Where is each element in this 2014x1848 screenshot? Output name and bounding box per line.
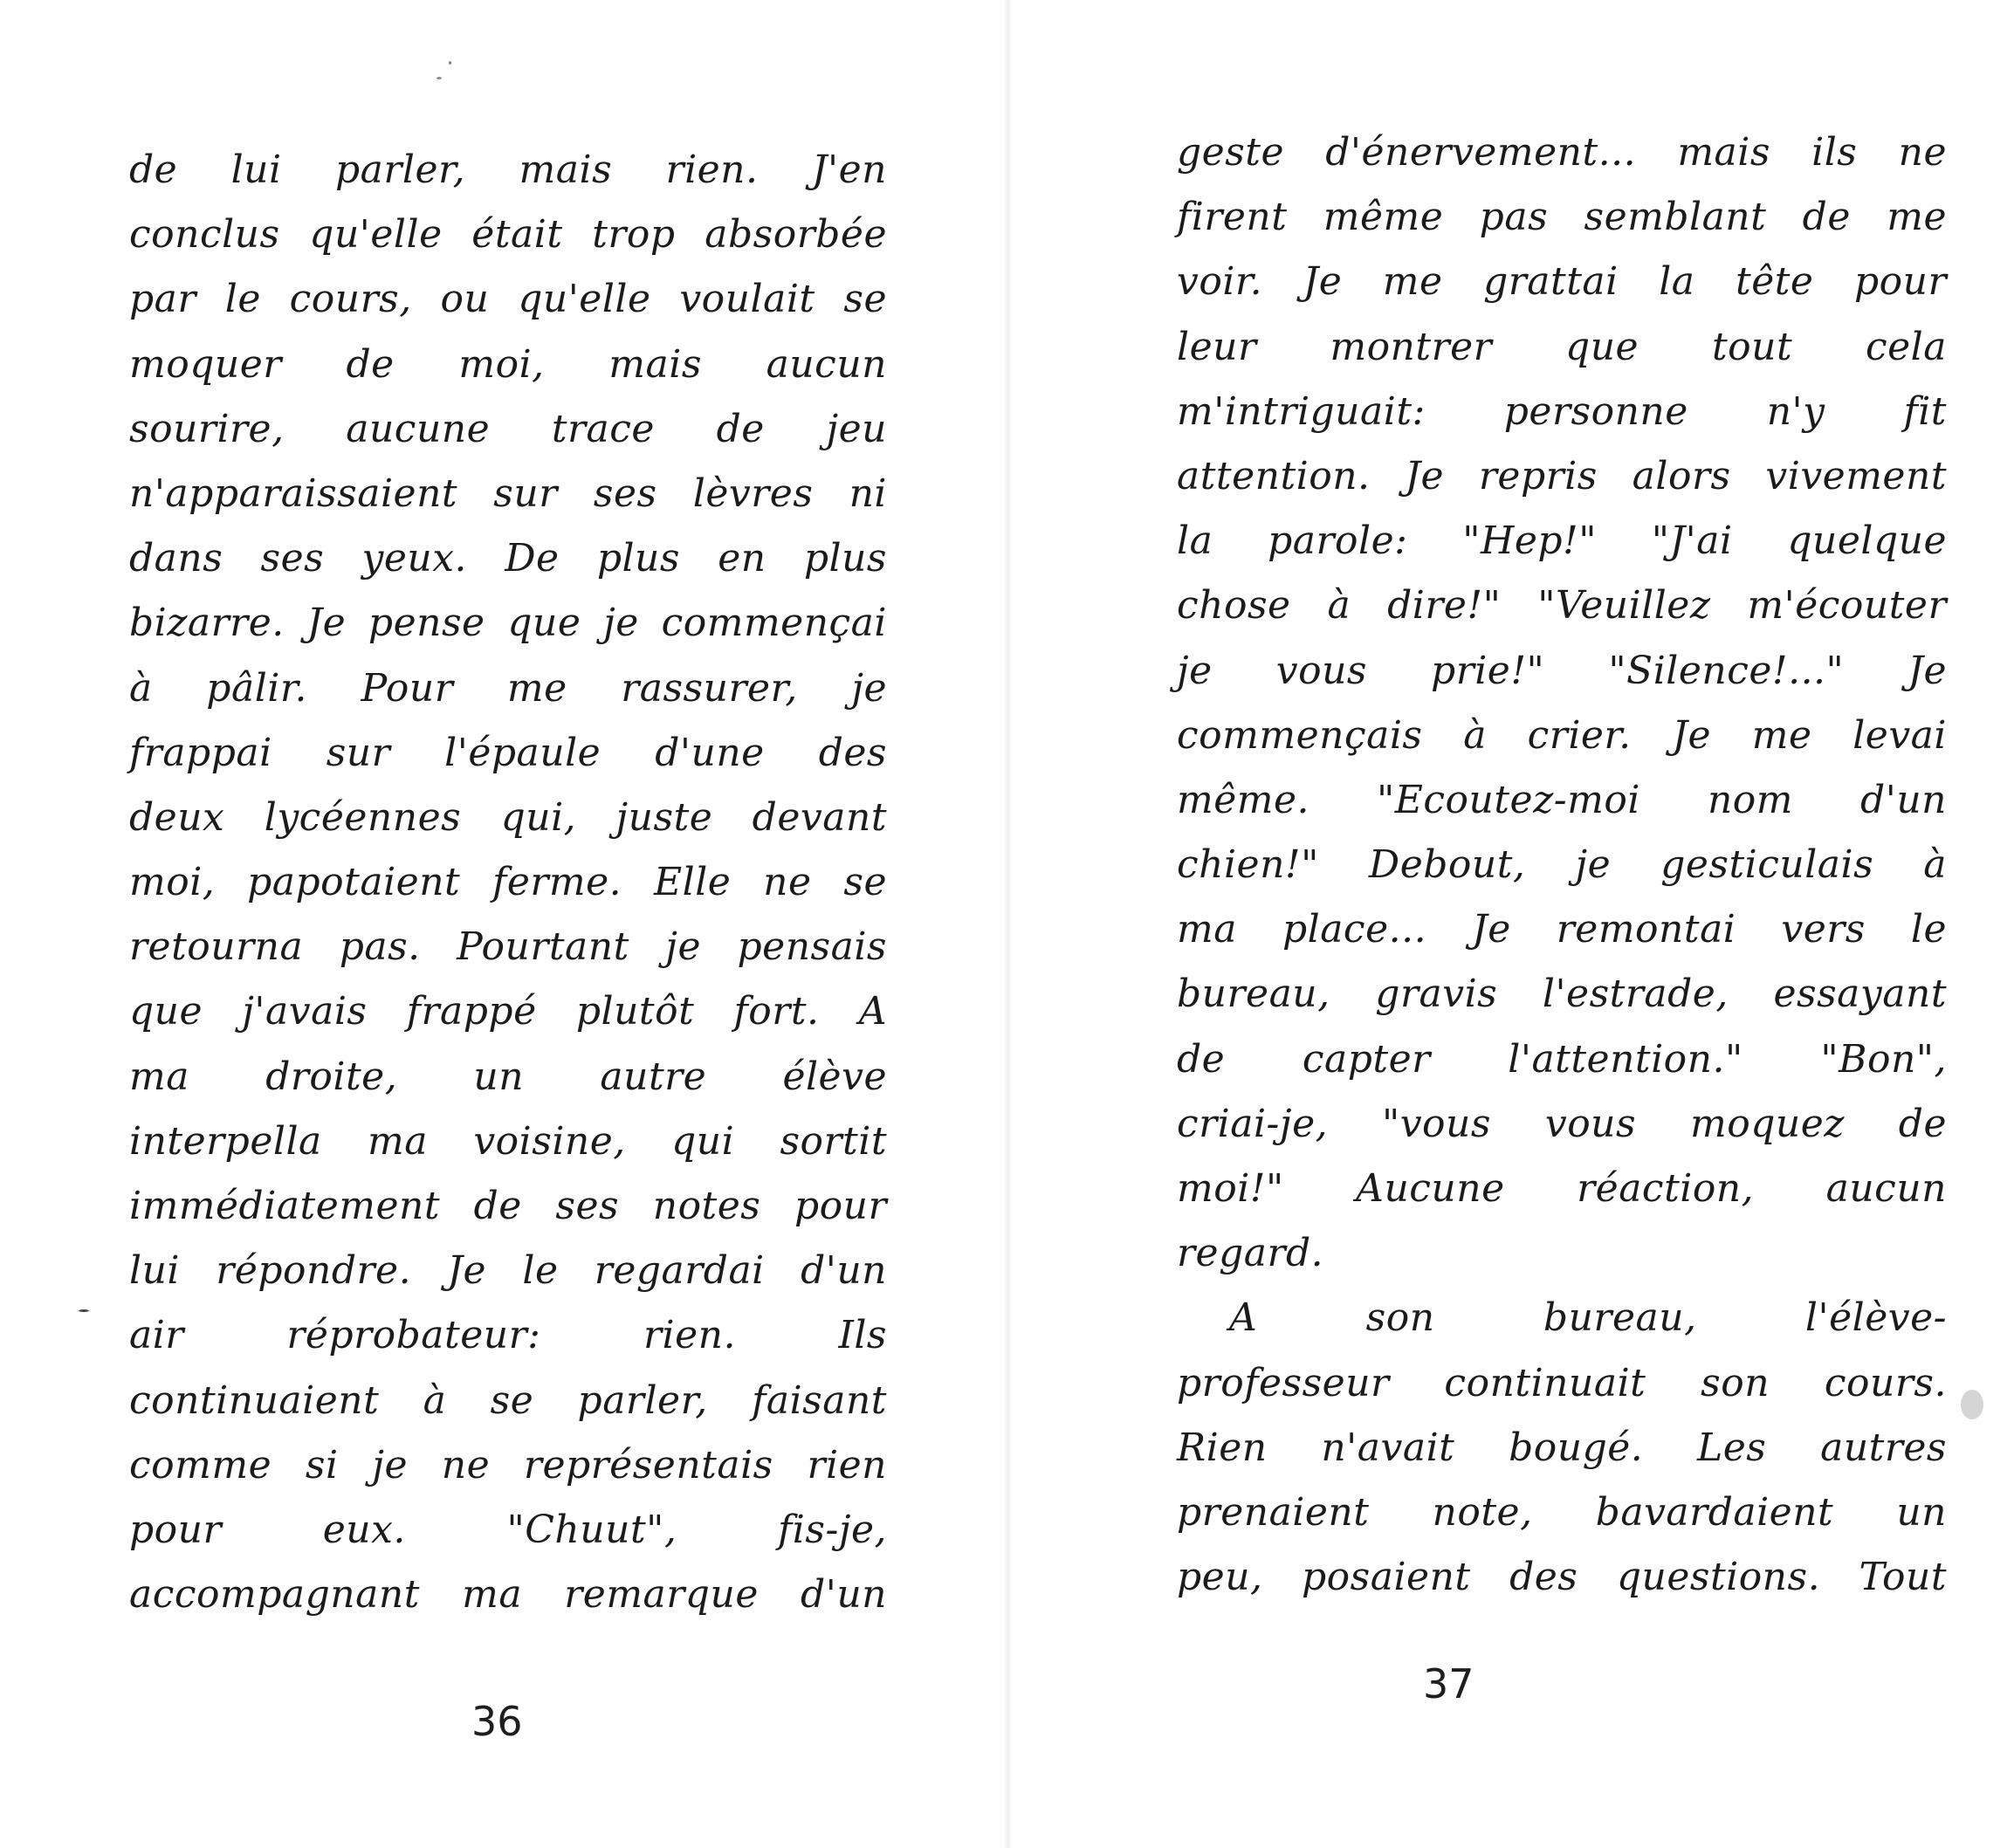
text-line: A son bureau, l'élève- (1229, 1295, 1947, 1341)
page-number: 37 (1423, 1660, 1474, 1707)
text-line: regard. (1177, 1231, 1324, 1276)
text-line: leur montrer que tout cela (1177, 324, 1947, 369)
ink-speck (436, 77, 442, 79)
text-line: bureau, gravis l'estrade, essayant (1177, 972, 1947, 1017)
text-line: moi!" Aucune réaction, aucun (1177, 1166, 1947, 1211)
text-line: lui répondre. Je le regardai d'un (129, 1248, 887, 1294)
right-page-text (1177, 120, 1947, 1610)
text-line: sourire, aucune trace de jeu (129, 406, 887, 451)
text-line: moi, papotaient ferme. Elle ne se (129, 860, 887, 905)
text-line: criai-je, "vous vous moquez de (1177, 1101, 1947, 1146)
text-line: attention. Je repris alors vivement (1177, 453, 1947, 498)
text-line: pour eux. "Chuut", fis-je, (129, 1507, 887, 1552)
text-line: de capter l'attention." "Bon", (1177, 1036, 1947, 1082)
text-line: m'intriguait: personne n'y fit (1177, 388, 1947, 434)
text-line: deux lycéennes qui, juste devant (129, 794, 887, 840)
text-line: ma place... Je remontai vers le (1177, 907, 1947, 952)
text-line: geste d'énervement... mais ils ne (1177, 130, 1947, 175)
paper-hole-mark (1961, 1390, 1983, 1419)
text-line: n'apparaissaient sur ses lèvres ni (129, 471, 887, 516)
text-line: ma droite, un autre élève (129, 1054, 887, 1099)
right-page (1011, 0, 2014, 1848)
text-line: à pâlir. Pour me rassurer, je (129, 665, 887, 711)
text-line: air réprobateur: rien. Ils (129, 1313, 887, 1358)
text-line: continuaient à se parler, faisant (129, 1377, 887, 1423)
text-line: chien!" Debout, je gesticulais à (1177, 842, 1947, 888)
text-line: frappai sur l'épaule d'une des (129, 730, 887, 775)
text-line: commençais à crier. Je me levai (1177, 712, 1947, 758)
text-line: dans ses yeux. De plus en plus (129, 536, 887, 581)
page-number: 36 (471, 1698, 523, 1745)
text-line: je vous prie!" "Silence!..." Je (1177, 648, 1947, 693)
text-line: Rien n'avait bougé. Les autres (1177, 1425, 1947, 1470)
text-line: bizarre. Je pense que je commençai (129, 601, 887, 646)
text-line: professeur continuait son cours. (1177, 1360, 1947, 1405)
text-line: accompagnant ma remarque d'un (129, 1572, 887, 1618)
text-line: que j'avais frappé plutôt fort. A (129, 989, 887, 1034)
text-line: même. "Ecoutez-moi nom d'un (1177, 777, 1947, 822)
text-line: peu, posaient des questions. Tout (1177, 1555, 1947, 1600)
text-line: de lui parler, mais rien. J'en (129, 148, 887, 192)
text-line: conclus qu'elle était trop absorbée (129, 212, 887, 258)
text-line: la parole: "Hep!" "J'ai quelque (1177, 519, 1947, 564)
text-line: chose à dire!" "Veuillez m'écouter (1177, 583, 1947, 629)
left-page (0, 0, 1006, 1848)
text-line: interpella ma voisine, qui sortit (129, 1118, 887, 1164)
text-line: retourna pas. Pourtant je pensais (129, 924, 887, 970)
text-line: prenaient note, bavardaient un (1177, 1489, 1947, 1535)
text-line: firent même pas semblant de me (1177, 195, 1947, 240)
text-line: voir. Je me grattai la tête pour (1177, 259, 1947, 305)
text-line: moquer de moi, mais aucun (129, 341, 887, 387)
text-line: par le cours, ou qu'elle voulait se (129, 277, 887, 322)
text-line: comme si je ne représentais rien (129, 1442, 887, 1487)
ink-mark (79, 1309, 89, 1312)
text-line: immédiatement de ses notes pour (129, 1184, 887, 1228)
left-page-text (129, 138, 887, 1627)
ink-speck (449, 61, 451, 65)
